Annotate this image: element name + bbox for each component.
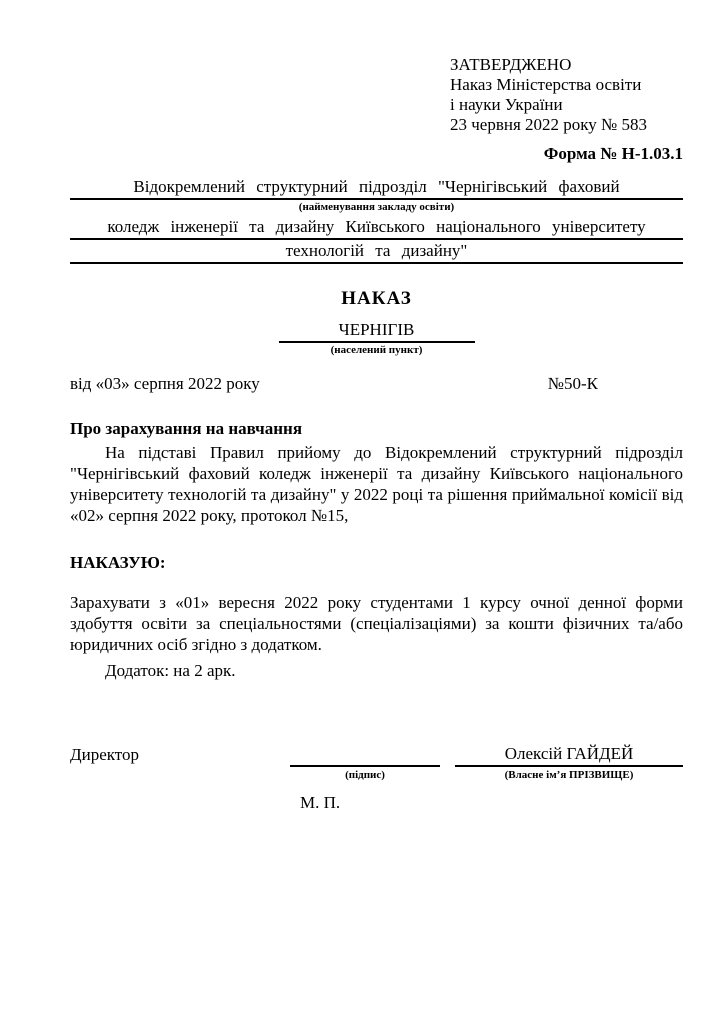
signer-position: Директор (70, 745, 139, 764)
city-name: ЧЕРНІГІВ (279, 319, 475, 343)
order-subject: Про зарахування на навчання (70, 419, 303, 438)
signer-name: Олексій ГАЙДЕЙ (455, 743, 683, 767)
institution-name-block (70, 176, 683, 264)
city-caption: (населений пункт) (330, 344, 423, 356)
order-date: від «03» серпня 2022 року (70, 374, 260, 393)
signature-row (70, 743, 683, 767)
institution-name-line-2: коледж інженерії та дизайну Київського національного університету (70, 216, 683, 240)
signature-line (290, 743, 440, 767)
approval-block (450, 55, 683, 135)
city-block (70, 319, 683, 357)
order-title: НАКАЗ (341, 288, 412, 309)
document-content (70, 55, 683, 813)
institution-name-line-1: Відокремлений структурний підрозділ "Чернігівський фаховий (70, 176, 683, 200)
institution-caption: (найменування закладу освіти) (298, 201, 455, 213)
basis-paragraph: На підставі Правил прийому до Відокремлений структурний підрозділ "Чернігівський фаховий коледж інженерії та дизайну Київського національного університету технологій та дизайну" у 2022 році та рішення приймальної комісії від «02» серпня 2022 року, протокол №15, (70, 443, 683, 525)
attachment-note: Додаток: на 2 арк. (105, 661, 236, 680)
date-number-row (70, 373, 683, 394)
command-paragraph: Зарахувати з «01» вересня 2022 року студентами 1 курсу очної денної форми здобуття освіти за спеціальностями (спеціалізаціями) за кошти фізичних та/або юридичних осіб згідно з додатком. (70, 593, 683, 654)
approval-line-approved: ЗАТВЕРДЖЕНО (450, 55, 572, 74)
order-number: №50-К (547, 374, 598, 393)
approval-line-date: 23 червня 2022 року № 583 (450, 115, 648, 134)
name-caption: (Власне ім’я ПРІЗВИЩЕ) (504, 769, 634, 781)
approval-line-ministry: Наказ Міністерства освіти (450, 75, 642, 94)
seal-placeholder: М. П. (300, 793, 341, 812)
signature-caption: (підпис) (345, 769, 385, 781)
command-label: НАКАЗУЮ: (70, 553, 166, 572)
form-number-label: Форма № Н-1.03.1 (543, 144, 683, 163)
institution-name-line-3: технологій та дизайну" (70, 240, 683, 264)
signature-captions (70, 768, 683, 782)
approval-line-ministry2: і науки України (450, 95, 563, 114)
